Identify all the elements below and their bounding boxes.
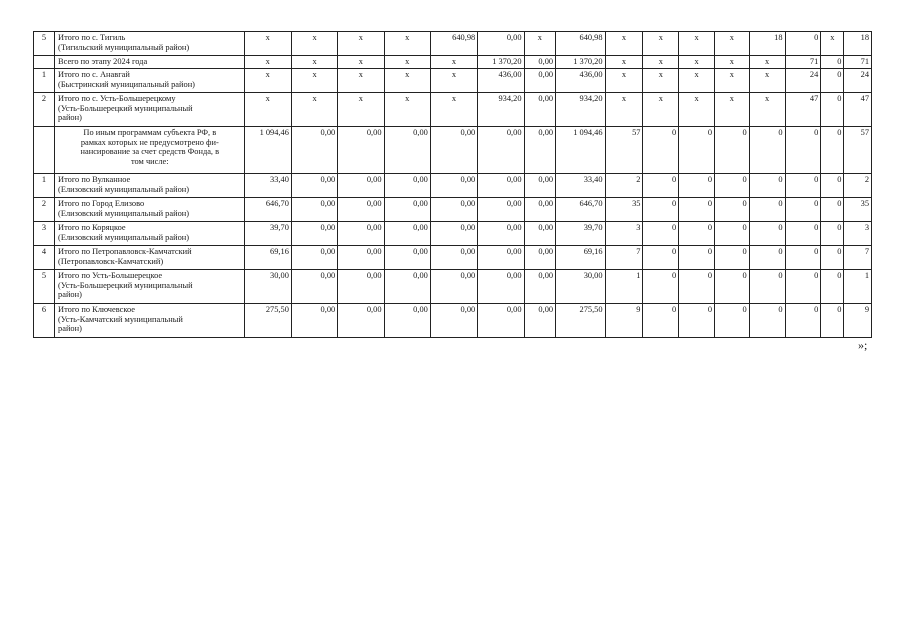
value-cell: 275,50 bbox=[556, 304, 605, 338]
value-cell: 35 bbox=[605, 198, 643, 222]
value-cell: 0,00 bbox=[524, 246, 556, 270]
value-cell: 30,00 bbox=[244, 270, 291, 304]
value-cell: 0 bbox=[785, 304, 821, 338]
value-cell: 0,00 bbox=[384, 174, 430, 198]
value-cell: x bbox=[338, 56, 384, 69]
value-cell: 0,00 bbox=[338, 198, 384, 222]
row-name-cell: Итого по Вулканное (Елизовский муниципальный район) bbox=[55, 174, 244, 198]
value-cell: 0 bbox=[821, 93, 844, 127]
value-cell: x bbox=[524, 32, 556, 56]
row-name-cell: Итого по Коряцкое (Елизовский муниципальный район) bbox=[55, 222, 244, 246]
value-cell: 24 bbox=[844, 69, 872, 93]
row-number-cell: 1 bbox=[34, 69, 55, 93]
value-cell: x bbox=[749, 69, 785, 93]
value-cell: 39,70 bbox=[244, 222, 291, 246]
value-cell: 640,98 bbox=[556, 32, 605, 56]
value-cell: 0,00 bbox=[524, 222, 556, 246]
value-cell: x bbox=[643, 93, 679, 127]
value-cell: 2 bbox=[605, 174, 643, 198]
value-cell: x bbox=[679, 32, 715, 56]
value-cell: x bbox=[430, 93, 477, 127]
row-name-cell: По иным программам субъекта РФ, в рамках которых не предусмотрено фи- нансирование за счет средств Фонда, в том числе: bbox=[55, 127, 244, 174]
value-cell: x bbox=[291, 93, 337, 127]
value-cell: 0,00 bbox=[524, 69, 556, 93]
value-cell: x bbox=[715, 93, 750, 127]
value-cell: x bbox=[643, 56, 679, 69]
value-cell: 71 bbox=[844, 56, 872, 69]
value-cell: 47 bbox=[785, 93, 821, 127]
row-name-cell: Итого по с. Анавгай (Быстринский муниципальный район) bbox=[55, 69, 244, 93]
value-cell: x bbox=[821, 32, 844, 56]
table-row bbox=[34, 56, 872, 69]
value-cell: x bbox=[338, 32, 384, 56]
value-cell: 0,00 bbox=[384, 198, 430, 222]
value-cell: 0 bbox=[749, 270, 785, 304]
value-cell: 1 094,46 bbox=[244, 127, 291, 174]
value-cell: 0 bbox=[715, 198, 750, 222]
value-cell: 0,00 bbox=[338, 174, 384, 198]
value-cell: 0,00 bbox=[291, 127, 337, 174]
value-cell: 39,70 bbox=[556, 222, 605, 246]
value-cell: 0,00 bbox=[291, 174, 337, 198]
value-cell: x bbox=[679, 56, 715, 69]
value-cell: 0 bbox=[785, 270, 821, 304]
value-cell: 0,00 bbox=[430, 198, 477, 222]
value-cell: x bbox=[244, 69, 291, 93]
row-name-cell: Итого по Ключевское (Усть-Камчатский муниципальный район) bbox=[55, 304, 244, 338]
value-cell: 640,98 bbox=[430, 32, 477, 56]
value-cell: 0,00 bbox=[430, 246, 477, 270]
table-row bbox=[34, 174, 872, 198]
value-cell: 0,00 bbox=[524, 127, 556, 174]
row-number-cell: 2 bbox=[34, 198, 55, 222]
value-cell: 0 bbox=[679, 246, 715, 270]
row-name-cell: Итого по с. Усть-Большерецкому (Усть-Большерецкий муниципальный район) bbox=[55, 93, 244, 127]
value-cell: 0,00 bbox=[478, 198, 524, 222]
value-cell: 0,00 bbox=[338, 270, 384, 304]
value-cell: 0 bbox=[821, 127, 844, 174]
value-cell: 0 bbox=[821, 174, 844, 198]
value-cell: 1 bbox=[844, 270, 872, 304]
data-table bbox=[33, 31, 872, 338]
value-cell: x bbox=[605, 93, 643, 127]
value-cell: x bbox=[291, 56, 337, 69]
row-name-cell: Итого по Петропавловск-Камчатский (Петропавловск-Камчатский) bbox=[55, 246, 244, 270]
value-cell: x bbox=[643, 69, 679, 93]
value-cell: 1 370,20 bbox=[556, 56, 605, 69]
value-cell: x bbox=[605, 69, 643, 93]
value-cell: 0 bbox=[643, 222, 679, 246]
value-cell: 0,00 bbox=[430, 304, 477, 338]
row-number-cell: 3 bbox=[34, 222, 55, 246]
row-name-cell: Итого по с. Тигиль (Тигильский муниципальный район) bbox=[55, 32, 244, 56]
value-cell: 0,00 bbox=[478, 32, 524, 56]
value-cell: 0 bbox=[715, 270, 750, 304]
row-number-cell: 6 bbox=[34, 304, 55, 338]
value-cell: x bbox=[384, 32, 430, 56]
table-row bbox=[34, 198, 872, 222]
table-body bbox=[34, 32, 872, 338]
value-cell: x bbox=[430, 56, 477, 69]
value-cell: 7 bbox=[844, 246, 872, 270]
table-row bbox=[34, 127, 872, 174]
value-cell: x bbox=[244, 56, 291, 69]
value-cell: x bbox=[244, 93, 291, 127]
table-row bbox=[34, 93, 872, 127]
table-row bbox=[34, 304, 872, 338]
value-cell: 57 bbox=[605, 127, 643, 174]
value-cell: 9 bbox=[605, 304, 643, 338]
value-cell: 0 bbox=[643, 127, 679, 174]
value-cell: 0,00 bbox=[291, 198, 337, 222]
value-cell: 33,40 bbox=[244, 174, 291, 198]
value-cell: 0 bbox=[715, 246, 750, 270]
value-cell: 1 370,20 bbox=[478, 56, 524, 69]
value-cell: 33,40 bbox=[556, 174, 605, 198]
value-cell: 0,00 bbox=[291, 270, 337, 304]
value-cell: 1 094,46 bbox=[556, 127, 605, 174]
row-number-cell: 2 bbox=[34, 93, 55, 127]
value-cell: 0 bbox=[715, 222, 750, 246]
value-cell: 0 bbox=[821, 304, 844, 338]
value-cell: 934,20 bbox=[556, 93, 605, 127]
value-cell: 0,00 bbox=[384, 127, 430, 174]
value-cell: 0 bbox=[821, 198, 844, 222]
value-cell: 0 bbox=[749, 174, 785, 198]
value-cell: 0 bbox=[821, 270, 844, 304]
value-cell: 646,70 bbox=[556, 198, 605, 222]
value-cell: 2 bbox=[844, 174, 872, 198]
value-cell: 24 bbox=[785, 69, 821, 93]
value-cell: 71 bbox=[785, 56, 821, 69]
value-cell: 0 bbox=[821, 246, 844, 270]
row-name-cell: Итого по Город Елизово (Елизовский муниципальный район) bbox=[55, 198, 244, 222]
value-cell: 0,00 bbox=[338, 246, 384, 270]
value-cell: x bbox=[291, 32, 337, 56]
value-cell: x bbox=[384, 56, 430, 69]
row-number-cell: 1 bbox=[34, 174, 55, 198]
value-cell: 0,00 bbox=[524, 270, 556, 304]
table-row bbox=[34, 246, 872, 270]
value-cell: 0 bbox=[785, 127, 821, 174]
value-cell: 0 bbox=[715, 174, 750, 198]
value-cell: 0,00 bbox=[384, 246, 430, 270]
value-cell: x bbox=[715, 56, 750, 69]
value-cell: 934,20 bbox=[478, 93, 524, 127]
value-cell: 0,00 bbox=[338, 304, 384, 338]
value-cell: 0 bbox=[643, 198, 679, 222]
value-cell: 0 bbox=[643, 270, 679, 304]
value-cell: 436,00 bbox=[556, 69, 605, 93]
value-cell: x bbox=[749, 56, 785, 69]
table-row bbox=[34, 32, 872, 56]
value-cell: 57 bbox=[844, 127, 872, 174]
value-cell: 0,00 bbox=[384, 304, 430, 338]
value-cell: 0,00 bbox=[478, 270, 524, 304]
value-cell: 0 bbox=[715, 127, 750, 174]
value-cell: 0,00 bbox=[524, 56, 556, 69]
value-cell: 0 bbox=[643, 304, 679, 338]
row-name-cell: Итого по Усть-Большерецкое (Усть-Большерецкий муниципальный район) bbox=[55, 270, 244, 304]
row-number-cell: 5 bbox=[34, 32, 55, 56]
value-cell: 35 bbox=[844, 198, 872, 222]
closing-quote-mark: »; bbox=[858, 338, 868, 352]
value-cell: 18 bbox=[749, 32, 785, 56]
value-cell: 0 bbox=[679, 174, 715, 198]
value-cell: 0,00 bbox=[338, 127, 384, 174]
value-cell: 0,00 bbox=[524, 93, 556, 127]
value-cell: 3 bbox=[605, 222, 643, 246]
value-cell: 0,00 bbox=[430, 270, 477, 304]
value-cell: 0,00 bbox=[430, 222, 477, 246]
value-cell: x bbox=[384, 69, 430, 93]
value-cell: x bbox=[715, 32, 750, 56]
value-cell: 0 bbox=[785, 222, 821, 246]
value-cell: x bbox=[715, 69, 750, 93]
row-number-cell bbox=[34, 127, 55, 174]
value-cell: 69,16 bbox=[556, 246, 605, 270]
value-cell: 0,00 bbox=[291, 246, 337, 270]
value-cell: 0 bbox=[749, 127, 785, 174]
value-cell: x bbox=[291, 69, 337, 93]
value-cell: 0 bbox=[643, 246, 679, 270]
row-number-cell: 4 bbox=[34, 246, 55, 270]
value-cell: 0 bbox=[785, 174, 821, 198]
value-cell: 0,00 bbox=[430, 174, 477, 198]
value-cell: 0 bbox=[749, 246, 785, 270]
value-cell: 0,00 bbox=[478, 222, 524, 246]
value-cell: 0,00 bbox=[478, 304, 524, 338]
value-cell: 0,00 bbox=[524, 198, 556, 222]
value-cell: 69,16 bbox=[244, 246, 291, 270]
value-cell: 0,00 bbox=[430, 127, 477, 174]
value-cell: 0,00 bbox=[524, 174, 556, 198]
row-number-cell bbox=[34, 56, 55, 69]
value-cell: x bbox=[605, 32, 643, 56]
value-cell: 0 bbox=[679, 127, 715, 174]
value-cell: 436,00 bbox=[478, 69, 524, 93]
value-cell: 0 bbox=[821, 69, 844, 93]
value-cell: x bbox=[679, 93, 715, 127]
value-cell: 0 bbox=[785, 32, 821, 56]
value-cell: 9 bbox=[844, 304, 872, 338]
value-cell: x bbox=[338, 69, 384, 93]
value-cell: 0,00 bbox=[478, 127, 524, 174]
value-cell: 0,00 bbox=[478, 246, 524, 270]
value-cell: x bbox=[605, 56, 643, 69]
value-cell: 18 bbox=[844, 32, 872, 56]
value-cell: 30,00 bbox=[556, 270, 605, 304]
row-name-cell: Всего по этапу 2024 года bbox=[55, 56, 244, 69]
value-cell: 0,00 bbox=[384, 222, 430, 246]
value-cell: 1 bbox=[605, 270, 643, 304]
value-cell: x bbox=[430, 69, 477, 93]
value-cell: 0 bbox=[643, 174, 679, 198]
value-cell: 0 bbox=[679, 198, 715, 222]
table-row bbox=[34, 270, 872, 304]
value-cell: 47 bbox=[844, 93, 872, 127]
value-cell: x bbox=[384, 93, 430, 127]
value-cell: 646,70 bbox=[244, 198, 291, 222]
table-row bbox=[34, 69, 872, 93]
value-cell: 3 bbox=[844, 222, 872, 246]
value-cell: 0 bbox=[785, 198, 821, 222]
value-cell: 0 bbox=[749, 304, 785, 338]
value-cell: 0 bbox=[821, 56, 844, 69]
value-cell: x bbox=[749, 93, 785, 127]
value-cell: 0 bbox=[679, 222, 715, 246]
value-cell: 0,00 bbox=[291, 222, 337, 246]
value-cell: 0 bbox=[715, 304, 750, 338]
table-row bbox=[34, 222, 872, 246]
value-cell: 7 bbox=[605, 246, 643, 270]
value-cell: 275,50 bbox=[244, 304, 291, 338]
value-cell: 0,00 bbox=[384, 270, 430, 304]
value-cell: x bbox=[338, 93, 384, 127]
row-number-cell: 5 bbox=[34, 270, 55, 304]
value-cell: 0 bbox=[749, 222, 785, 246]
value-cell: 0 bbox=[679, 270, 715, 304]
value-cell: 0,00 bbox=[478, 174, 524, 198]
value-cell: x bbox=[679, 69, 715, 93]
value-cell: 0,00 bbox=[291, 304, 337, 338]
value-cell: 0 bbox=[821, 222, 844, 246]
value-cell: x bbox=[244, 32, 291, 56]
value-cell: 0 bbox=[679, 304, 715, 338]
value-cell: x bbox=[643, 32, 679, 56]
value-cell: 0,00 bbox=[338, 222, 384, 246]
value-cell: 0 bbox=[785, 246, 821, 270]
value-cell: 0,00 bbox=[524, 304, 556, 338]
value-cell: 0 bbox=[749, 198, 785, 222]
